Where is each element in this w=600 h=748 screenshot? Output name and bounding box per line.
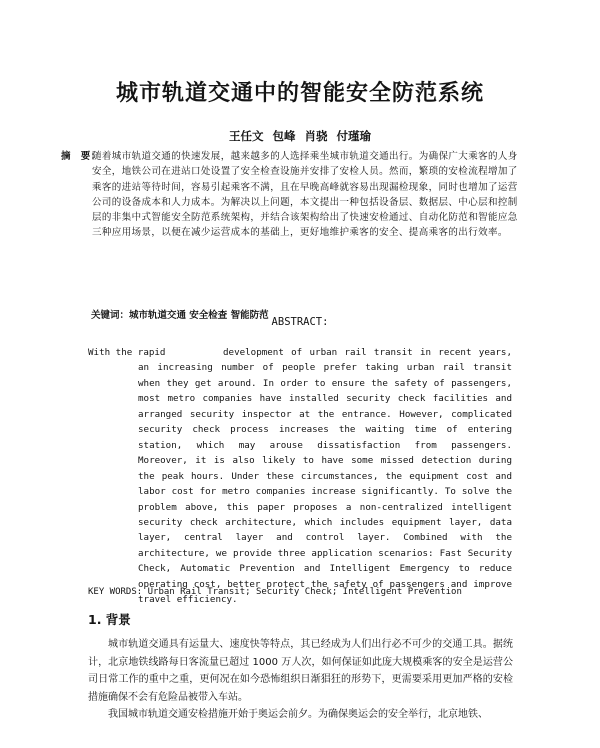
abstract-english-lead: With the rapid [88,347,166,358]
abstract-label: 摘 要： [61,151,101,162]
section-body [88,636,513,724]
abstract-chinese [61,149,522,241]
abstract-english-text: development of urban rail transit in recent years, an increasing number of people prefer taking urban rail transit when they get around. In order to ensure the safety of passengers, most metro companies have installed security check facilities and arranged security inspector at the entrance. However, complicated security check process increases the waiting time of entering station, which may arouse dissatisfaction from passengers. Moreover, it is also likely to have some missed detection during the peak hours. Under these circumstances, the equipment cost and labor cost for metro companies increase significantly. To solve the problem above, this paper proposes a non-centralized intelligent security check architecture, which includes equipment layer, data layer, central layer and control layer. Combined with the architecture, we provide three application scenarios: Fast Security Check, Automatic Prevention and Intelligent Emergency to reduce operating cost, better protect the safety of passengers and improve travel efficiency. [138,347,512,606]
paper-title: 城市轨道交通中的智能安全防范系统 [115,81,484,106]
abstract-chinese-text: 随着城市轨道交通的快速发展，越来越多的人选择乘坐城市轨道交通出行。为确保广大乘客的人身安全，地铁公司在进站口处设置了安全检查设施并安排了安检人员。然而，繁琐的安检流程增加了乘客的进站等待时间，容易引起乘客不满，且在早晚高峰就容易出现漏检现象，同时也增加了运营公司的设备成本和人力成本。为解决以上问题，本文提出一种包括设备层、数据层、中心层和控制层的非集中式智能安全防范系统架构，并结合该架构给出了快速安检通过、自动化防范和智能应急三种应用场景，以便在减少运营成本的基础上，更好地维护乘客的安全、提高乘客的出行效率。 [92,151,518,239]
abstract-english [88,345,512,608]
keywords-chinese: 关键词：城市轨道交通 安全检查 智能防范 [91,310,269,321]
paragraph: 城市轨道交通具有运量大、速度快等特点，其已经成为人们出行必不可少的交通工具。据统计，北京地铁线路每日客流量已超过 1000 万人次，如何保证如此庞大规模乘客的安全是运营公司日常工作的重中之重，更何况在如今恐怖组织日渐猖狂的形势下，更需要采用更加严格的安检措施确保不会有危险品被带入车站。 [88,639,513,703]
abstract-english-heading: ABSTRACT: [271,316,329,328]
keywords-english: KEY WORDS: Urban Rail Transit; Security Check; Intelligent Prevention [88,587,462,597]
author-list: 王任文 包峰 肖骁 付瑾瑜 [228,129,371,143]
paragraph: 我国城市轨道交通安检措施开始于奥运会前夕。为确保奥运会的安全举行，北京地铁、 [108,709,488,720]
section-heading-background: 1. 背景 [88,612,131,627]
